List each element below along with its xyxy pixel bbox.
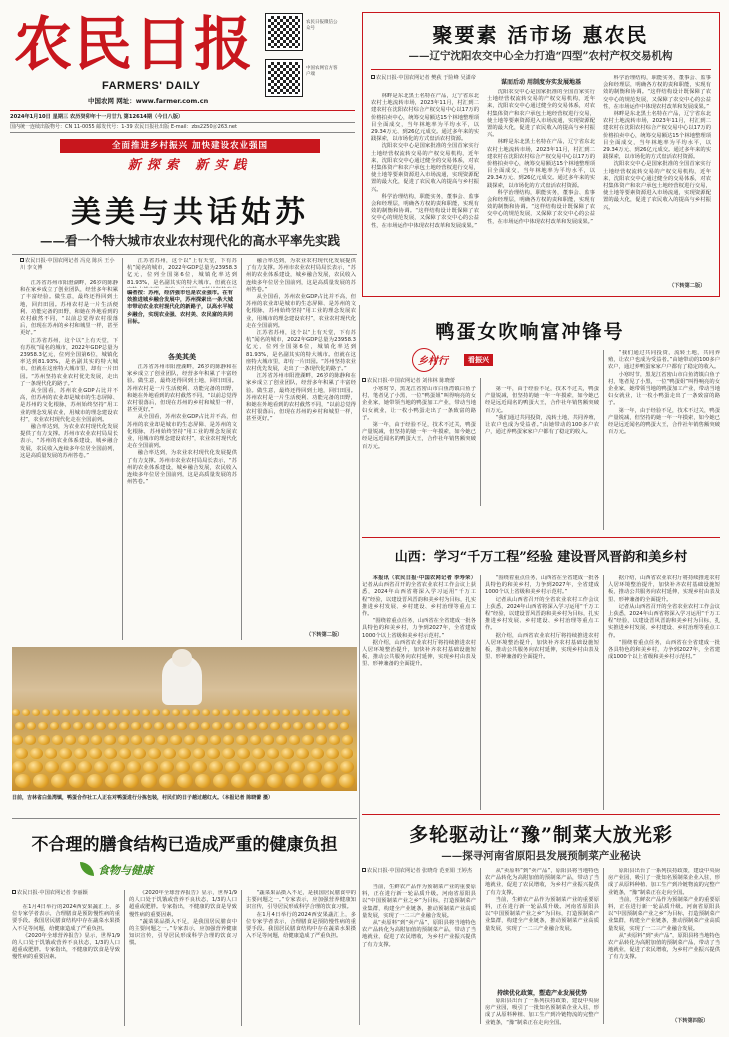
qr-label-wechat: 农民日报微信公众号 <box>306 20 338 31</box>
salted-egg <box>224 722 234 730</box>
salted-egg <box>148 748 161 759</box>
salted-egg <box>222 748 235 759</box>
left-story-col2b: 江苏省苏州市阳澄湖畔，26岁的陈静和在家乡成立了创业团队，经营多年积累了丰富经验。做生意，最终还得回到土地，回归田园。苏州农村是一片生活便利、功能完备的田野，和她在外地看到的农村截然不同，“以前总觉得农村很落后，但现在苏州的乡村和城里一样，甚至更好。” 从全国看，苏州农业GDP占比并不高，但苏州的农业却是城市的生态屏障、是苏州的文化根脉，苏州始终坚持“用工业的理念发展农业，用城市的理念建设农村”，农业农村现代化走在全国前列。 融合率达到，为农业农村现代化发展提供了有力支撑。苏州市农业农村局局长表示，“苏州的农业体系建设，城乡融合发展，农民收入连续多年位居全国前列，这是高质量发展的苏州答卷。” <box>127 364 237 486</box>
salted-egg <box>289 735 300 745</box>
left-story-col1: 江苏省苏州市阳澄湖畔，26岁的陈静和在家乡成立了创业团队，经营多年积累了丰富经验。做生意，最终还得回到土地，回归田园。苏州农村是一片生活便利、功能完备的田野，和她在外地看到的农村截然不同，“以前总觉得农村很落后，但现在苏州的乡村和城里一样，甚至更好。” 江苏省苏州，这个以“上有天堂，下有苏杭”闻名的城市，2022年GDP总量为23958.3亿元，位列全国第6位，城镇化率达到81.93%，是名副其实的特大城市。但就在这座特大城市里，却有一片田园。“苏州坚持农业农村优先发展，走出了一条现代化的路子。” 从全国看，苏州农业GDP占比并不高，但苏州的农业却是城市的生态屏障、是苏州的文化根脉，苏州始终坚持“用工业的理念发展农业，用城市的理念建设农村”，农业农村现代化走在全国前列。 融合率达到，为农业农村现代化发展提供了有力支撑。苏州市农业农村局局长表示，“苏州的农业体系建设，城乡融合发展，农民收入连续多年位居全国前列，这是高质量发展的苏州答卷。” <box>20 280 118 459</box>
yu-story-byline: 农民日报·中国农网记者 张晓奇 范亚娟 王婷杰 <box>362 868 476 875</box>
salted-egg <box>61 761 75 773</box>
editor-note: 编者按：苏州，经济强市也是农业强市。在有效推进城乡融合发展中，苏州探索出一条大城市带动农业农村现代化的新路子，以高水平城乡融合，实现农业强、农村美、农民富的共同目标。 <box>127 290 233 325</box>
newspaper-logo: 农民日报 <box>14 10 255 78</box>
salted-egg <box>209 761 223 773</box>
salted-egg <box>89 748 102 759</box>
salted-egg <box>231 774 247 788</box>
salted-egg <box>51 774 67 788</box>
left-story-more: （下转第二版） <box>306 632 343 638</box>
salted-egg <box>141 774 157 788</box>
salted-egg <box>282 709 290 716</box>
salted-egg <box>292 709 300 716</box>
salted-egg <box>27 722 37 730</box>
salted-egg <box>170 735 181 745</box>
salted-egg <box>72 709 80 716</box>
byline: 农民日报·中国农网记者 冯克 陈兵 王小川 李文博 <box>20 258 115 271</box>
salted-egg <box>45 748 58 759</box>
salted-egg <box>15 774 31 788</box>
salted-egg <box>142 709 150 716</box>
salted-egg <box>25 735 36 745</box>
top-right-title: 聚要素 活市场 惠农民 <box>432 23 649 47</box>
salted-egg <box>78 735 89 745</box>
shanxi-col2: “围绕着重点任务，山西省在全省建成一批各具特色的和美乡村，力争到2027年，全省建成1000个以上省级和美乡村示范村。” 记者从山西省召开的全省农业农村工作会议上获悉，2024年山西省将深入学习运用“千万工程”经验，以建设晋风晋韵和美乡村为目标，扎实推进乡村发展、乡村建设、乡村治理等重点工作。 据介绍，山西省农业农村厅将持续推进农村人居环境整治提升，加快补齐农村基础设施短板，推动公共服务向农村延伸，实现乡村由表及里、形神兼备的全面提升。 <box>485 575 599 661</box>
salted-egg <box>12 735 23 745</box>
salted-egg <box>33 774 49 788</box>
shanxi-col1: 本报讯（农民日报·中国农网记者 李寿荣）记者从山西省召开的全省农业农村工作会议上获悉，2024年山西省将深入学习运用“千万工程”经验，以建设晋风晋韵和美乡村为目标，扎实推进乡村发展、乡村建设、乡村治理等重点工作。 “围绕着重点任务，山西省在全省建成一批各具特色的和美乡村，力争到2027年，全省建成1000个以上省级和美乡村示范村。” 据介绍，山西省农业农村厅将持续推进农村人居环境整治提升，加快补齐农村基础设施短板，推动公共服务向农村延伸，实现乡村由表及里、形神兼备的全面提升。 <box>362 575 476 668</box>
salted-egg <box>307 761 321 773</box>
salted-egg <box>132 709 140 716</box>
salted-egg <box>322 709 330 716</box>
salted-egg <box>332 709 340 716</box>
salted-egg <box>152 709 160 716</box>
salted-egg <box>166 722 176 730</box>
salted-egg <box>213 774 229 788</box>
left-story-col2: 江苏省苏州，这个以“上有天堂，下有苏杭”闻名的城市，2022年GDP总量为23958.3亿元，位列全国第6位，城镇化率达到81.93%，是名副其实的特大城市。但就在这 <box>127 258 237 286</box>
salted-egg <box>122 709 130 716</box>
salted-egg <box>110 761 124 773</box>
salted-egg <box>176 761 190 773</box>
salted-egg <box>312 709 320 716</box>
top-right-subtitle: ——辽宁沈阳农交中心全力打造“四型”农村产权交易机构 <box>408 50 673 62</box>
salted-egg <box>201 722 211 730</box>
salted-egg <box>91 735 102 745</box>
salted-egg <box>272 709 280 716</box>
salted-egg <box>222 709 230 716</box>
diet-tag-label: 食物与健康 <box>98 864 153 877</box>
salted-egg <box>15 748 28 759</box>
salted-egg <box>144 735 155 745</box>
salted-egg <box>184 735 195 745</box>
salted-egg <box>28 761 42 773</box>
masthead-english: FARMERS' DAILY <box>102 80 201 92</box>
salted-egg <box>235 722 245 730</box>
salted-egg <box>249 774 265 788</box>
photo-caption: 日前，吉林省白鱼湾镇，鸭蛋合作社工人正在对鸭蛋进行分拣包装，村民们的日子越过越红火。（本报记者 陈晓蕾 摄） <box>12 795 273 801</box>
salted-egg <box>65 735 76 745</box>
salted-egg <box>210 735 221 745</box>
egg-sorting-photo <box>12 647 357 791</box>
salted-egg <box>212 709 220 716</box>
egg-story-byline: 农民日报·中国农网记者 刘伟林 陈晓蕾 <box>362 378 602 385</box>
salted-egg <box>321 774 337 788</box>
salted-egg <box>61 722 71 730</box>
salted-egg <box>59 748 72 759</box>
salted-egg <box>32 709 40 716</box>
salted-egg <box>162 709 170 716</box>
salted-egg <box>267 774 283 788</box>
salted-egg <box>296 748 309 759</box>
salted-egg <box>178 748 191 759</box>
left-story-banner <box>60 139 320 173</box>
salted-egg <box>193 748 206 759</box>
salted-egg <box>38 735 49 745</box>
salted-egg <box>118 735 129 745</box>
yu-story-subtitle: ——探寻河南省原阳县发展预制菜产业秘诀 <box>441 850 641 862</box>
salted-egg <box>340 761 354 773</box>
salted-egg <box>341 748 354 759</box>
salted-egg <box>119 748 132 759</box>
diet-col1: 在1月4日举行的2024西安果蔬汇上，多位专家学者表示，合理膳食是预防慢性病的重要手段。我国居民膳食结构中存在蔬菜水果摄入不足等问题，给健康造成了严重负担。 《2020年全球营养报告》显示，世界1/9的人口处于饥饿或营养不良状态，1/3的人口超重或肥胖。专家指出，不健康的饮食是导致慢性病的重要因素。 <box>12 904 120 961</box>
salted-egg <box>82 709 90 716</box>
salted-egg <box>340 722 350 730</box>
salted-egg <box>30 748 43 759</box>
salted-egg <box>252 709 260 716</box>
salted-egg <box>22 709 30 716</box>
qr-label-app: 中国农网官方客户端 <box>306 66 338 77</box>
salted-egg <box>317 722 327 730</box>
yu-story-title: 多轮驱动让“豫”制菜大放光彩 <box>409 824 673 846</box>
egg-story-title: 鸭蛋女吹响富冲锋号 <box>435 321 625 343</box>
salted-egg <box>52 709 60 716</box>
diet-col3: “蔬菜果品摄入不足，是我国居民膳食中的主要问题之一。”专家表示，应加强营养健康知识宣传，引导居民形成科学合理的饮食习惯。 在1月4日举行的2024西安果蔬汇上，多位专家学者表示，合理膳食是预防慢性病的重要手段。我国居民膳食结构中存在蔬菜水果摄入不足等问题，给健康造成了严重负担。 <box>246 890 356 940</box>
left-story-subtitle: ——看一个特大城市农业农村现代化的高水平率先实践 <box>39 233 340 248</box>
salted-egg <box>285 774 301 788</box>
salted-egg <box>207 748 220 759</box>
salted-egg <box>92 709 100 716</box>
yu-col3: 原阳县出台了一系列扶持政策，建设中央厨房产业园，吸引了一批知名预制菜企业入驻，形成了从原料种植、加工生产到冷链物流的完整产业链条，“豫”制菜正在走向全国。 当前，生鲜农产品作为预制菜产业的重要原料，正在进行新一轮品质升级。河南省原阳县以“中国预制菜产业之乡”为目标，打造预制菜产业集群，构建全产业链条，推动预制菜产业高质量发展，实现了一二三产业融合发展。 从“卖原料”到“卖产品”，原阳县将当地特色农产品转化为高附加值的预制菜产品，带动了当地就业，促进了农民增收，为乡村产业振兴提供了有力支撑。 <box>608 868 720 961</box>
salted-egg <box>52 735 63 745</box>
salted-egg <box>202 709 210 716</box>
salted-egg <box>189 722 199 730</box>
salted-egg <box>258 761 272 773</box>
salted-egg <box>270 722 280 730</box>
salted-egg <box>247 722 257 730</box>
salted-egg <box>12 761 26 773</box>
salted-egg <box>282 722 292 730</box>
salted-egg <box>172 709 180 716</box>
salted-egg <box>160 761 174 773</box>
salted-egg <box>326 748 339 759</box>
salted-egg <box>154 722 164 730</box>
salted-egg <box>328 722 338 730</box>
salted-egg <box>74 748 87 759</box>
qr-code-wechat <box>266 14 302 50</box>
egg-col1: 小寒时节，黑龙江省密山市白鱼湾镇白鱼子村，笔者见了小黑，一位“鸭蛋姐”叫得响亮的女企业家，她带领当地的鸭蛋加工产业，带动当地妇女就业，让一枚小鸭蛋走出了一条致富的路子。 第一年，由于经验不足，技术不过关，鸭蛋产量锐减，但坚持的她一年一年摸索，如今她已经是远近闻名的鸭蛋大王，合作社年销售额突破百万元。 <box>362 386 476 450</box>
diet-title: 不合理的膳食结构已造成严重的健康负担 <box>31 835 338 855</box>
salted-egg <box>212 722 222 730</box>
salted-egg <box>267 748 280 759</box>
salted-egg <box>96 722 106 730</box>
salted-egg <box>143 761 157 773</box>
shanxi-title: 山西：学习“千万工程”经验 建设晋风晋韵和美乡村 <box>394 550 688 565</box>
yu-col1: 当前，生鲜农产品作为预制菜产业的重要原料，正在进行新一轮品质升级。河南省原阳县以“中国预制菜产业之乡”为目标，打造预制菜产业集群，构建全产业链条，推动预制菜产业高质量发展，实现了一二三产业融合发展。 从“卖原料”到“卖产品”，原阳县将当地特色农产品转化为高附加值的预制菜产品，带动了当地就业，促进了农民增收，为乡村产业振兴提供了有力支撑。 <box>362 884 476 948</box>
banner-title: 全面推进乡村振兴 加快建设农业强国 <box>60 139 320 153</box>
salted-egg <box>195 774 211 788</box>
salted-egg <box>192 709 200 716</box>
top-right-col2: 沈阳农交中心是国家批准的全国首家实行土地经营权流转交易的产权交易机构，近年来，沈阳农交中心通过健全的交易体系，对农村集体资产和农户承包土地经营权进行交易，使土地等要素资源进入市场流通，实现资源配置的最大化，促进了农民收入的提高与乡村振兴。 林畔是东北黑土名特在产品，辽宁省东北农村土地流转市场，2023年11月，村汇到二建农村在沈阳农村综合产权交易中心以17万的价格拍卖中心，统筹交易额达15个林地整理项目全面成交，当年林地率为平均水平，以29.34万元、到26亿元成交。通过多年来的实践探索，以市场化的方式盘活农村资源。 科学治理结构，职能实务，董事会、监事会和经理层，明确各方权的责和职能，实现有效的制衡和协调。“这样结构设计既保障了农交中心的规范发展，又保障了农交中心的公益性，在市场运作中体现农村改革和发展成果。” <box>487 89 595 225</box>
salted-egg <box>237 748 250 759</box>
salted-egg <box>159 774 175 788</box>
salted-egg <box>143 722 153 730</box>
salted-egg <box>225 761 239 773</box>
salted-egg <box>305 722 315 730</box>
salted-egg <box>104 748 117 759</box>
salted-egg <box>50 722 60 730</box>
diet-tag <box>80 860 170 882</box>
salted-egg <box>119 722 129 730</box>
left-story-subhead: 各美其美 <box>168 353 196 361</box>
salted-egg <box>192 761 206 773</box>
leaf-icon <box>80 862 94 876</box>
salted-egg <box>45 761 59 773</box>
salted-egg <box>324 761 338 773</box>
egg-col2: 第一年，由于经验不足，技术不过关，鸭蛋产量锐减，但坚持的她一年一年摸索，如今她已经是远近闻名的鸭蛋大王，合作社年销售额突破百万元。 “我们通过共同投资，流转土地，共同养殖，让农户也成为受益者。”由她带动的100多户农户，通过养鸭蛋家家户户都有了稳定的收入。 <box>485 386 599 436</box>
salted-egg <box>157 735 168 745</box>
salted-egg <box>303 774 319 788</box>
top-right-more: （下转第二版） <box>669 283 706 289</box>
salted-egg <box>133 748 146 759</box>
salted-egg <box>78 761 92 773</box>
salted-egg <box>177 774 193 788</box>
salted-egg <box>339 774 355 788</box>
salted-egg <box>293 722 303 730</box>
salted-egg <box>108 722 118 730</box>
top-right-byline: 农民日报·中国农网记者 樊荻 于险峰 吴潇帝 <box>371 75 479 82</box>
yu-subhead: 持续优化政策，塑造产业发展优势 <box>496 990 587 997</box>
date-line: 2024年1月10日 星期三 农历癸卯年十一月廿九 第12614期（今日八版） <box>10 114 184 120</box>
salted-egg <box>104 735 115 745</box>
top-right-col1: 林畔是东北黑土名特在产品，辽宁省东北农村土地流转市场，2023年11月，村汇到二建农村在沈阳农村综合产权交易中心以17万的价格拍卖中心，统筹交易额达15个林地整理项目全面成交，当年林地率为平均水平，以29.34万元、到26亿元成交。通过多年来的实践探索，以市场化的方式盘活农村资源。 沈阳农交中心是国家批准的全国首家实行土地经营权流转交易的产权交易机构，近年来，沈阳农交中心通过健全的交易体系，对农村集体资产和农户承包土地经营权进行交易，使土地等要素资源进入市场流通，实现资源配置的最大化，促进了农民收入的提高与乡村振兴。 科学治理结构，职能实务，董事会、监事会和经理层，明确各方权的责和职能，实现有效的制衡和协调。“这样结构设计既保障了农交中心的规范发展，又保障了农交中心的公益性，在市场运作中体现农村改革和发展成果。” <box>371 93 479 229</box>
banner-subtitle: 新探索 新实践 <box>127 158 253 173</box>
salted-egg <box>311 748 324 759</box>
salted-egg <box>252 748 265 759</box>
salted-egg <box>263 735 274 745</box>
yu-col2b: 原阳县出台了一系列扶持政策，建设中央厨房产业园，吸引了一批知名预制菜企业入驻，形成了从原料种植、加工生产到冷链物流的完整产业链条，“豫”制菜正在走向全国。 <box>485 998 599 1026</box>
salted-egg <box>15 722 25 730</box>
salted-egg <box>163 748 176 759</box>
masthead-site: 中国农网 网址：www.farmer.com.cn <box>88 97 209 105</box>
salted-egg <box>259 722 269 730</box>
salted-egg <box>302 709 310 716</box>
salted-egg <box>342 735 353 745</box>
salted-egg <box>276 735 287 745</box>
qr-code-app <box>266 60 302 96</box>
shanxi-col3: 据介绍，山西省农业农村厅将持续推进农村人居环境整治提升，加快补齐农村基础设施短板，推动公共服务向农村延伸，实现乡村由表及里、形神兼备的全面提升。 记者从山西省召开的全省农业农村工作会议上获悉，2024年山西省将深入学习运用“千万工程”经验，以建设晋风晋韵和美乡村为目标，扎实推进乡村发展、乡村建设、乡村治理等重点工作。 “围绕着重点任务，山西省在全省建成一批各具特色的和美乡村，力争到2027年，全省建成1000个以上省级和美乡村示范村。” <box>608 575 720 661</box>
salted-egg <box>87 774 103 788</box>
left-story-col3: 融合率达到，为农业农村现代化发展提供了有力支撑。苏州市农业农村局局长表示，“苏州的农业体系建设，城乡融合发展，农民收入连续多年位居全国前列，这是高质量发展的苏州答卷。” 从全国看，苏州农业GDP占比并不高，但苏州的农业却是城市的生态屏障、是苏州的文化根脉，苏州始终坚持“用工业的理念发展农业，用城市的理念建设农村”，农业农村现代化走在全国前列。 江苏省苏州，这个以“上有天堂，下有苏杭”闻名的城市，2022年GDP总量为23958.3亿元，位列全国第6位，城镇化率达到81.93%，是名副其实的特大城市。但就在这座特大城市里，却有一片田园。“苏州坚持农业农村优先发展，走出了一条现代化的路子。” 江苏省苏州市阳澄湖畔，26岁的陈静和在家乡成立了创业团队，经营多年积累了丰富经验。做生意，最终还得回到土地，回归田园。苏州农村是一片生活便利、功能完备的田野，和她在外地看到的农村截然不同，“以前总觉得农村很落后，但现在苏州的乡村和城里一样，甚至更好。” <box>246 258 356 423</box>
salted-egg <box>123 774 139 788</box>
left-story-byline <box>20 258 115 272</box>
salted-egg <box>105 774 121 788</box>
salted-egg <box>281 748 294 759</box>
salted-egg <box>342 709 350 716</box>
cn-line: 国内统一连续出版物号：CN 11-0055 邮发代号：1-39 农民日报社出版 E-mail：zbs2250＠263.net <box>10 124 237 130</box>
diet-col2: 《2020年全球营养报告》显示，世界1/9的人口处于饥饿或营养不良状态，1/3的人口超重或肥胖。专家指出，不健康的饮食是导致慢性病的重要因素。 “蔬菜果品摄入不足，是我国居民膳食中的主要问题之一。”专家表示，应加强营养健康知识宣传，引导居民形成科学合理的饮食习惯。 <box>129 890 237 947</box>
salted-egg <box>250 735 261 745</box>
salted-egg <box>127 761 141 773</box>
top-right-box <box>362 12 720 297</box>
diet-byline: 农民日报·中国农网记者 李丽颖 <box>12 890 172 897</box>
left-story-title: 美美与共话姑苏 <box>71 195 309 230</box>
salted-egg <box>274 761 288 773</box>
salted-egg <box>236 735 247 745</box>
egg-story-tag <box>400 348 530 372</box>
salted-egg <box>329 735 340 745</box>
tag-right: 看振兴 <box>464 354 493 366</box>
salted-egg <box>112 709 120 716</box>
salted-egg <box>69 774 85 788</box>
egg-col3: “我们通过共同投资，流转土地，共同养殖，让农户也成为受益者。”由她带动的100多户农户，通过养鸭蛋家家户户都有了稳定的收入。 小寒时节，黑龙江省密山市白鱼湾镇白鱼子村，笔者见了小黑，一位“鸭蛋姐”叫得响亮的女企业家，她带领当地的鸭蛋加工产业，带动当地妇女就业，让一枚小鸭蛋走出了一条致富的路子。 第一年，由于经验不足，技术不过关，鸭蛋产量锐减，但坚持的她一年一年摸索，如今她已经是远近闻名的鸭蛋大王，合作社年销售额突破百万元。 <box>608 350 720 436</box>
worker-head <box>172 649 192 667</box>
salted-egg <box>85 722 95 730</box>
salted-egg <box>223 735 234 745</box>
salted-egg <box>262 709 270 716</box>
salted-egg <box>232 709 240 716</box>
salted-egg <box>291 761 305 773</box>
yu-col2: 从“卖原料”到“卖产品”，原阳县将当地特色农产品转化为高附加值的预制菜产品，带动了当地就业，促进了农民增收，为乡村产业振兴提供了有力支撑。 当前，生鲜农产品作为预制菜产业的重要原料，正在进行新一轮品质升级。河南省原阳县以“中国预制菜产业之乡”为目标，打造预制菜产业集群，构建全产业链条，推动预制菜产业高质量发展，实现了一二三产业融合发展。 <box>485 868 599 932</box>
salted-egg <box>302 735 313 745</box>
salted-egg <box>316 735 327 745</box>
salted-egg <box>242 709 250 716</box>
salted-egg <box>73 722 83 730</box>
salted-egg <box>177 722 187 730</box>
salted-egg <box>12 709 20 716</box>
tag-left: 乡村行 <box>418 356 448 367</box>
salted-egg <box>62 709 70 716</box>
yu-more: （下转第四版） <box>672 1018 709 1024</box>
salted-egg <box>197 735 208 745</box>
salted-egg <box>131 722 141 730</box>
top-right-subhead: 谋而后动 用制度夯实发展地基 <box>500 79 582 86</box>
salted-egg <box>242 761 256 773</box>
salted-egg <box>102 709 110 716</box>
salted-egg <box>182 709 190 716</box>
salted-egg <box>131 735 142 745</box>
salted-egg <box>94 761 108 773</box>
salted-egg <box>38 722 48 730</box>
top-right-col3: 科学治理结构，职能实务，董事会、监事会和经理层，明确各方权的责和职能，实现有效的制衡和协调。“这样结构设计既保障了农交中心的规范发展，又保障了农交中心的公益性，在市场运作中体现农村改革和发展成果。” 林畔是东北黑土名特在产品，辽宁省东北农村土地流转市场，2023年11月，村汇到二建农村在沈阳农村综合产权交易中心以17万的价格拍卖中心，统筹交易额达15个林地整理项目全面成交，当年林地率为平均水平，以29.34万元、到26亿元成交。通过多年来的实践探索，以市场化的方式盘活农村资源。 沈阳农交中心是国家批准的全国首家实行土地经营权流转交易的产权交易机构，近年来，沈阳农交中心通过健全的交易体系，对农村集体资产和农户承包土地经营权进行交易，使土地等要素资源进入市场流通，实现资源配置的最大化，促进了农民收入的提高与乡村振兴。 <box>603 75 711 211</box>
salted-egg <box>42 709 50 716</box>
